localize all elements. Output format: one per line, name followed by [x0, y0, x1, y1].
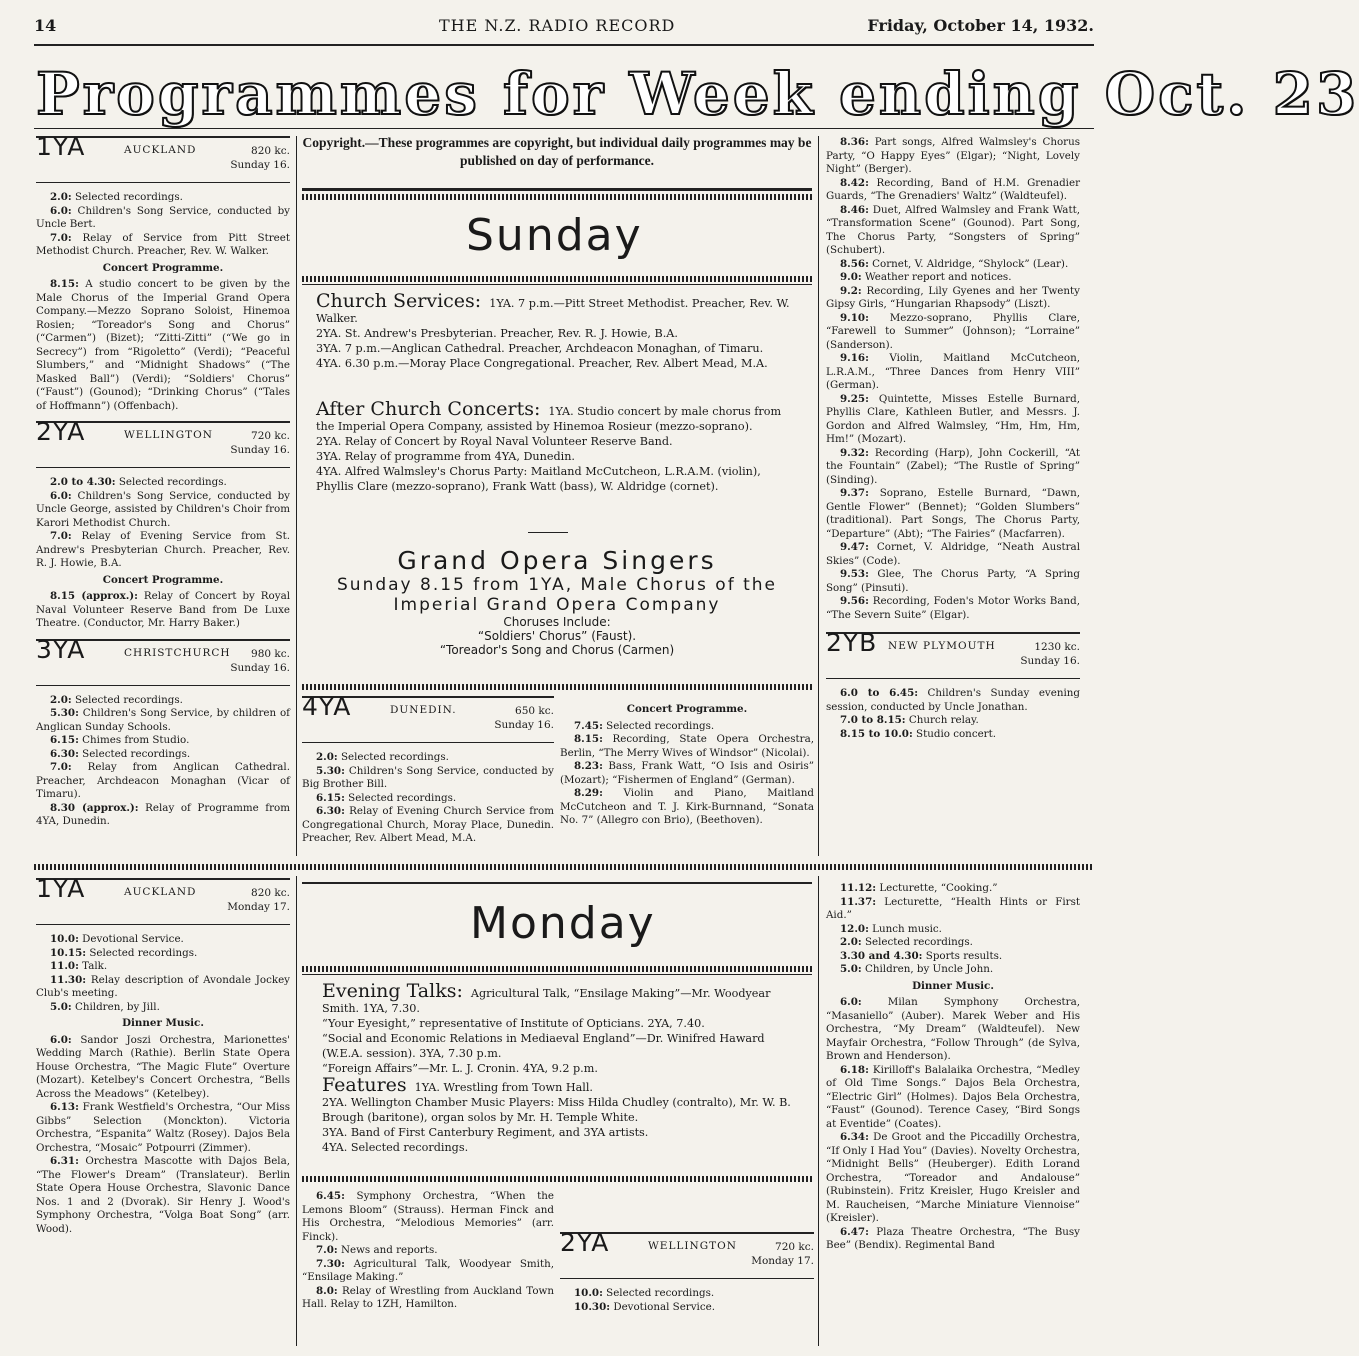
- list-item: 2.0: Selected recordings.: [50, 693, 183, 706]
- time-label: 11.30:: [50, 973, 87, 986]
- list-item: 3YA. 7 p.m.—Anglican Cathedral. Preacher, Archdeacon Monaghan, of Timaru.: [316, 342, 764, 355]
- list-item: 5.0: Children, by Jill.: [50, 1000, 160, 1013]
- monday-rule-bottom: [302, 974, 812, 975]
- list-item: 9.0: Weather report and notices.: [840, 271, 1012, 283]
- list-item: 6.45: Symphony Orchestra, “When the Lemons Bloom” (Strauss). Herman Finck and His Orchestra, “Melodious Memories” (arr. Finck).: [302, 1190, 554, 1243]
- time-label: 11.0:: [50, 960, 79, 972]
- time-label: 8.36:: [840, 136, 869, 148]
- station-header-2ya: 2YA WELLINGTON 720 kc. Sunday 16.: [36, 421, 290, 468]
- time-label: 11.12:: [840, 882, 877, 894]
- list-item: 5.30: Children's Song Service, conducted by Big Brother Bill.: [302, 764, 554, 790]
- list-item: 8.56: Cornet, V. Aldridge, “Shylock” (Lear).: [840, 257, 1069, 270]
- list-item: 8.36: Part songs, Alfred Walmsley's Chorus Party, “O Happy Eyes” (Elgar); “Night, Lovely Night” (Berger).: [826, 136, 1080, 175]
- concert-heading: Concert Programme.: [626, 703, 748, 715]
- list-item: 7.0 to 8.15: Church relay.: [840, 714, 979, 726]
- time-label: 6.15:: [50, 734, 79, 746]
- copyright-notice: Copyright.—These programmes are copyright, but individual daily programmes may be published on day of performance.: [302, 135, 812, 168]
- evening-talks: [322, 980, 802, 1076]
- list-item: 6.13: Frank Westfield's Orchestra, “Our Miss Gibbs” Selection (Monckton). Victoria Orchestra, “Espanita” Waltz (Rosey). Dajos Bela Orchestra, “Mosaic” Potpourri (Zimmer).: [36, 1101, 290, 1154]
- list-item: 4YA. Alfred Walmsley's Chorus Party: Maitland McCutcheon, L.R.A.M. (violin), Phyllis Clare (mezzo-soprano), Frank Watt (bass), W. Aldridge (cornet).: [316, 465, 761, 493]
- dinner-heading: Dinner Music.: [122, 1017, 204, 1029]
- list-item: 7.30: Agricultural Talk, Woodyear Smith, “Ensilage Making.”: [302, 1257, 554, 1283]
- list-item: 6.0: Sandor Joszi Orchestra, Marionettes' Wedding March (Rathie). Berlin State Opera House Orchestra, “The Magic Flute” Overture (Mozart). Ketelbey's Concert Orchestra, “Bells Across the Meadows” (Ketelbey).: [36, 1033, 290, 1100]
- list-item: 2YA. Wellington Chamber Music Players: Miss Hilda Chudley (contralto), Mr. W. B. Brough (baritone), organ solos by Mr. H. Temple White.: [322, 1096, 791, 1124]
- monday-heading: Monday: [470, 898, 656, 949]
- time-label: 6.0 to 6.45:: [840, 687, 919, 699]
- time-label: 7.0:: [50, 231, 72, 244]
- time-label: 6.15:: [316, 791, 345, 804]
- sunday-hatch-bottom: [302, 276, 812, 282]
- list-item: 8.46: Duet, Alfred Walmsley and Frank Watt, “Transformation Scene” (Gounod). Part Song, The Chorus Party, “Songsters of Spring” (Schubert).: [826, 203, 1080, 256]
- time-label: 10.15:: [50, 946, 87, 959]
- list-item: 4YA. Selected recordings.: [322, 1141, 469, 1154]
- concert-heading: Concert Programme.: [102, 261, 224, 274]
- list-item: 6.0: Milan Symphony Orchestra, “Masaniello” (Auber). Marek Weber and His Orchestra, “My Dream” (Waldteufel). New Mayfair Orchestra, “Follow Through” (de Sylva, Brown and Henderson).: [826, 996, 1080, 1062]
- list-item: “Your Eyesight,” representative of Institute of Opticians. 2YA, 7.40.: [322, 1017, 705, 1030]
- list-item: 6.30: Relay of Evening Church Service from Congregational Church, Moray Place, Dunedin. Preacher, Rev. Albert Mead, M.A.: [302, 805, 554, 844]
- time-label: 6.47:: [840, 1225, 869, 1238]
- list-item: 7.0: Relay of Service from Pitt Street Methodist Church. Preacher, Rev. W. Walker.: [36, 231, 290, 257]
- list-item: 6.15: Chimes from Studio.: [50, 734, 190, 746]
- time-label: 7.45:: [574, 719, 603, 732]
- monday-right-column: [826, 882, 1080, 1253]
- time-label: 7.0 to 8.15:: [840, 714, 906, 726]
- column-rule: [296, 136, 297, 856]
- list-item: 4YA. 6.30 p.m.—Moray Place Congregational. Preacher, Rev. Albert Mead, M.A.: [316, 357, 768, 370]
- time-label: 9.32:: [840, 446, 869, 459]
- list-item: 6.34: De Groot and the Piccadilly Orchestra, “If Only I Had You” (Davies). Novelty Orchestra, “Midnight Bells” (Heuberger). Edith Lorand Orchestra, “Toreador and Andalouse” (Rubinstein). Fritz Kreisler, Hugo Kreisler and M. Raucheisen, “Marche Miniature Viennoise” (Kreisler).: [826, 1131, 1080, 1224]
- list-item: 6.0: Children's Song Service, conducted by Uncle George, assisted by Children's Choir from Karori Methodist Church.: [36, 489, 290, 529]
- list-item: 9.56: Recording, Foden's Motor Works Band, “The Severn Suite” (Elgar).: [826, 595, 1080, 621]
- monday-mid-column-a: [302, 1190, 554, 1312]
- time-label: 8.29:: [574, 787, 603, 799]
- sunday-heading: Sunday: [466, 210, 643, 261]
- time-label: 10.0:: [50, 933, 79, 945]
- list-item: 6.18: Kirilloff's Balalaika Orchestra, “Medley of Old Time Songs.” Dajos Bela Orchestra, “Electric Girl” (Holmes). Dajos Bela Orchestra, “Faust” (Gounod). Terence Casey, “Bird Songs at Eventide” (Coates).: [826, 1063, 1080, 1130]
- sunday-hatch-top: [302, 194, 812, 200]
- list-item: 2.0: Selected recordings.: [316, 751, 449, 763]
- time-label: 6.30:: [50, 747, 79, 760]
- station-header-1ya-monday: 1YA AUCKLAND 820 kc. Monday 17.: [36, 878, 290, 925]
- list-item: 7.0: Relay of Evening Service from St. Andrew's Presbyterian Church. Preacher, Rev. R. J. Howie, B.A.: [36, 530, 290, 569]
- time-label: 8.23:: [574, 760, 603, 772]
- time-label: 9.53:: [840, 568, 869, 580]
- list-item: 6.30: Selected recordings.: [50, 747, 191, 760]
- sunday-left-column: [36, 132, 291, 829]
- time-label: 10.0:: [574, 1287, 603, 1299]
- time-label: 6.0:: [840, 996, 862, 1008]
- page-number: 14: [34, 16, 57, 35]
- list-item: 6.31: Orchestra Mascotte with Dajos Bela, “The Flower's Dream” (Translateur). Berlin State Opera House Orchestra, Slavonic Dance Nos. 1 and 2 (Dvorak). Sir Henry J. Wood's Symphony Orchestra, “Volga Boat Song” (arr. Wood).: [36, 1155, 290, 1235]
- list-item: 3YA. Band of First Canterbury Regiment, and 3YA artists.: [322, 1126, 649, 1139]
- list-item: 9.25: Quintette, Misses Estelle Burnard, Phyllis Clare, Kathleen Butler, and Messrs. J. Gordon and Alfred Walmsley, “Hm, Hm, Hm, Hm!” (Mozart).: [826, 392, 1080, 445]
- opera-includes: Choruses Include:: [503, 615, 611, 629]
- time-label: 12.0:: [840, 922, 869, 935]
- station-header-2ya-monday: 2YA WELLINGTON 720 kc. Monday 17.: [560, 1232, 814, 1279]
- station-header-3ya: 3YA CHRISTCHURCH 980 kc. Sunday 16.: [36, 639, 290, 686]
- features-label: Features: [322, 1074, 407, 1096]
- time-label: 6.31:: [50, 1155, 79, 1167]
- list-item: 8.30 (approx.): Relay of Programme from 4YA, Dunedin.: [36, 801, 290, 827]
- time-label: 9.25:: [840, 392, 869, 405]
- time-label: 3.30 and 4.30:: [840, 949, 923, 962]
- list-item: 9.32: Recording (Harp), John Cockerill, “At the Fountain” (Zabel); “The Rustle of Spring” (Sinding).: [826, 446, 1080, 486]
- dinner-heading: Dinner Music.: [912, 979, 994, 992]
- time-label: 6.45:: [316, 1190, 345, 1202]
- time-label: 5.0:: [50, 1000, 72, 1013]
- time-label: 11.37:: [840, 895, 877, 908]
- list-item: 2.0 to 4.30: Selected recordings.: [50, 476, 227, 488]
- church-services: [316, 290, 796, 371]
- list-item: 6.0 to 6.45: Children's Sunday evening session, conducted by Uncle Jonathan.: [826, 687, 1080, 713]
- list-item: 6.47: Plaza Theatre Orchestra, “The Busy Bee” (Bendix). Regimental Band: [826, 1225, 1080, 1251]
- page-title: Programmes for Week ending Oct. 23: [36, 60, 1359, 128]
- list-item: 2YA. Relay of Concert by Royal Naval Volunteer Reserve Band.: [316, 435, 673, 448]
- sunday-rule-bottom: [302, 284, 812, 285]
- list-item: 9.53: Glee, The Chorus Party, “A Spring Song” (Pinsuti).: [826, 568, 1080, 594]
- time-label: 9.37:: [840, 487, 869, 499]
- time-label: 7.0:: [316, 1244, 338, 1256]
- station-header-2yb: 2YB NEW PLYMOUTH 1230 kc. Sunday 16.: [826, 632, 1080, 679]
- list-item: 9.16: Violin, Maitland McCutcheon, L.R.A.M., “Three Dances from Henry VIII” (German).: [826, 352, 1080, 391]
- list-item: 3YA. Relay of programme from 4YA, Dunedin.: [316, 450, 575, 463]
- time-label: 9.0:: [840, 271, 862, 283]
- list-item: 12.0: Lunch music.: [840, 922, 942, 935]
- mid-hatch: [302, 684, 814, 690]
- sunday-rule-top: [302, 188, 812, 191]
- list-item: 8.15: A studio concert to be given by the Male Chorus of the Imperial Grand Opera Company.—Mezzo Soprano Soloist, Hinemoa Rosien; “Toreador's Song and Chorus” (“Carmen”) (Bizet); “Zitti-Zitti” (“We go in Secrecy”) from “Rigoletto” (Verdi); “Peaceful Slumbers,” and “Midnight Shadows” (“The Masked Ball”) (Verdi); “Soldiers' Chorus” (“Faust”) (Gounod); “Drinking Chorus” (“Tales of Hoffmann”) (Offenbach).: [36, 278, 290, 412]
- list-item: 9.2: Recording, Lily Gyenes and her Twenty Gipsy Girls, “Hungarian Rhapsody” (Liszt).: [826, 284, 1080, 310]
- time-label: 2.0 to 4.30:: [50, 476, 116, 488]
- list-item: 1YA. Studio concert by male chorus from the Imperial Opera Company, assisted by Hinemoa Rosieur (mezzo-soprano).: [316, 405, 782, 433]
- time-label: 8.15 to 10.0:: [840, 727, 913, 740]
- time-label: 6.30:: [316, 805, 345, 817]
- list-item: “Toreador's Song and Chorus (Carmen): [439, 643, 675, 657]
- list-item: 10.0: Devotional Service.: [50, 933, 184, 945]
- list-item: 5.0: Children, by Uncle John.: [840, 963, 994, 975]
- time-label: 8.56:: [840, 257, 869, 270]
- time-label: 8.0:: [316, 1284, 338, 1297]
- column-rule: [818, 876, 819, 1346]
- issue-date: Friday, October 14, 1932.: [867, 16, 1094, 35]
- opera-title: Grand Opera Singers: [397, 546, 717, 575]
- list-item: 11.30: Relay description of Avondale Jockey Club's meeting.: [36, 973, 290, 999]
- list-item: 8.23: Bass, Frank Watt, “O Isis and Osiris” (Mozart); “Fishermen of England” (German).: [560, 760, 814, 786]
- list-item: 2.0: Selected recordings.: [50, 191, 183, 203]
- sunday-right-column: [826, 136, 1080, 741]
- sunday-4ya-column-b: [560, 700, 814, 828]
- time-label: 8.30 (approx.):: [50, 801, 139, 814]
- concert-heading: Concert Programme.: [102, 573, 224, 586]
- time-label: 9.10:: [840, 311, 869, 324]
- list-item: “Foreign Affairs”—Mr. L. J. Cronin. 4YA, 9.2 p.m.: [322, 1062, 598, 1075]
- time-label: 2.0:: [50, 191, 72, 203]
- list-item: 1YA. 7 p.m.—Pitt Street Methodist. Preacher, Rev. W. Walker.: [316, 297, 790, 325]
- monday-left-column: [36, 874, 290, 1236]
- monday-mid-column-b: [560, 1228, 814, 1314]
- opera-feature: [302, 546, 812, 657]
- header-rule: [34, 44, 1094, 46]
- list-item: 3.30 and 4.30: Sports results.: [840, 949, 1003, 962]
- day-separator: [34, 864, 1094, 870]
- list-item: 11.0: Talk.: [50, 960, 108, 972]
- time-label: 6.0:: [50, 489, 72, 502]
- time-label: 8.15 (approx.):: [50, 590, 138, 602]
- list-item: 7.0: Relay from Anglican Cathedral. Preacher, Archdeacon Monaghan (Vicar of Timaru).: [36, 761, 290, 800]
- time-label: 2.0:: [840, 936, 862, 948]
- time-label: 5.0:: [840, 963, 862, 975]
- list-item: 10.0: Selected recordings.: [574, 1287, 715, 1299]
- time-label: 7.30:: [316, 1257, 345, 1270]
- evening-talks-label: Evening Talks:: [322, 980, 463, 1002]
- time-label: 8.46:: [840, 203, 869, 216]
- list-item: 2YA. St. Andrew's Presbyterian. Preacher, Rev. R. J. Howie, B.A.: [316, 327, 678, 340]
- title-rule: [34, 128, 1094, 129]
- list-item: 10.15: Selected recordings.: [50, 946, 198, 959]
- time-label: 2.0:: [316, 751, 338, 763]
- sunday-4ya-column-a: [302, 692, 554, 846]
- list-item: 8.15 to 10.0: Studio concert.: [840, 727, 997, 740]
- column-rule: [296, 876, 297, 1346]
- time-label: 7.0:: [50, 761, 72, 773]
- time-label: 6.34:: [840, 1131, 869, 1143]
- station-header-4ya: 4YA DUNEDIN. 650 kc. Sunday 16.: [302, 696, 554, 743]
- time-label: 6.0:: [50, 1033, 72, 1046]
- list-item: 8.29: Violin and Piano, Maitland McCutcheon and T. J. Kirk-Burnnand, “Sonata No. 7” (Allegro con Brio), (Beethoven).: [560, 787, 814, 826]
- time-label: 5.30:: [50, 707, 79, 719]
- list-item: 9.37: Soprano, Estelle Burnard, “Dawn, Gentle Flower” (Bennet); “Golden Slumbers” (traditional). Part Songs, The Chorus Party, “Departure” (Abt); “The Fairies” (Macfarren).: [826, 487, 1080, 540]
- time-label: 9.56:: [840, 595, 869, 607]
- list-item: 7.45: Selected recordings.: [574, 719, 715, 732]
- time-label: 7.0:: [50, 530, 72, 542]
- list-item: 8.42: Recording, Band of H.M. Grenadier Guards, “The Grenadiers' Waltz” (Waldteufel).: [826, 176, 1080, 202]
- list-item: 8.15: Recording, State Opera Orchestra, Berlin, “The Merry Wives of Windsor” (Nicolai).: [560, 733, 814, 759]
- list-item: 5.30: Children's Song Service, by children of Anglican Sunday Schools.: [36, 707, 290, 733]
- list-item: “Social and Economic Relations in Mediaeval England”—Dr. Winifred Haward (W.E.A. session). 3YA, 7.30 p.m.: [322, 1032, 765, 1060]
- short-divider: [528, 532, 568, 533]
- list-item: 11.37: Lecturette, “Health Hints or First Aid.”: [826, 895, 1080, 921]
- after-church-label: After Church Concerts:: [316, 398, 541, 420]
- time-label: 9.47:: [840, 541, 869, 553]
- list-item: 9.10: Mezzo-soprano, Phyllis Clare, “Farewell to Summer” (Johnson); “Lorraine” (Sanderson).: [826, 311, 1080, 351]
- features: [322, 1074, 802, 1155]
- time-label: 5.30:: [316, 764, 345, 777]
- list-item: 1YA. Wrestling from Town Hall.: [414, 1081, 593, 1094]
- features-hatch: [302, 1176, 814, 1182]
- list-item: 8.0: Relay of Wrestling from Auckland Town Hall. Relay to 1ZH, Hamilton.: [302, 1284, 554, 1310]
- monday-hatch: [302, 966, 812, 972]
- time-label: 6.0:: [50, 204, 72, 217]
- opera-subtitle: Sunday 8.15 from 1YA, Male Chorus of the Imperial Grand Opera Company: [337, 575, 777, 615]
- page-header: [34, 14, 1094, 38]
- paper-name: THE N.Z. RADIO RECORD: [439, 16, 676, 35]
- column-rule: [818, 136, 819, 856]
- list-item: 10.30: Devotional Service.: [574, 1300, 715, 1313]
- list-item: 6.15: Selected recordings.: [316, 791, 457, 804]
- church-services-label: Church Services:: [316, 290, 482, 312]
- list-item: 7.0: News and reports.: [316, 1244, 438, 1256]
- list-item: 11.12: Lecturette, “Cooking.”: [840, 882, 998, 894]
- list-item: 6.0: Children's Song Service, conducted by Uncle Bert.: [36, 204, 290, 230]
- list-item: 9.47: Cornet, V. Aldridge, “Neath Austral Skies” (Code).: [826, 541, 1080, 567]
- station-header-1ya: 1YA AUCKLAND 820 kc. Sunday 16.: [36, 136, 290, 183]
- monday-rule-top: [302, 882, 812, 884]
- list-item: 8.15 (approx.): Relay of Concert by Royal Naval Volunteer Reserve Band from De Luxe Theatre. (Conductor, Mr. Harry Baker.): [36, 590, 291, 629]
- time-label: 9.2:: [840, 284, 862, 297]
- time-label: 6.13:: [50, 1101, 79, 1113]
- after-church-concerts: [316, 398, 796, 494]
- time-label: 8.15:: [574, 733, 603, 745]
- time-label: 6.18:: [840, 1063, 869, 1076]
- list-item: Agricultural Talk, “Ensilage Making”—Mr. Woodyear Smith. 1YA, 7.30.: [322, 987, 771, 1015]
- time-label: 2.0:: [50, 693, 72, 706]
- time-label: 8.42:: [840, 176, 869, 189]
- time-label: 8.15:: [50, 278, 79, 290]
- list-item: “Soldiers' Chorus” (Faust).: [477, 629, 637, 643]
- list-item: 2.0: Selected recordings.: [840, 936, 973, 948]
- time-label: 9.16:: [840, 352, 869, 364]
- time-label: 10.30:: [574, 1300, 611, 1313]
